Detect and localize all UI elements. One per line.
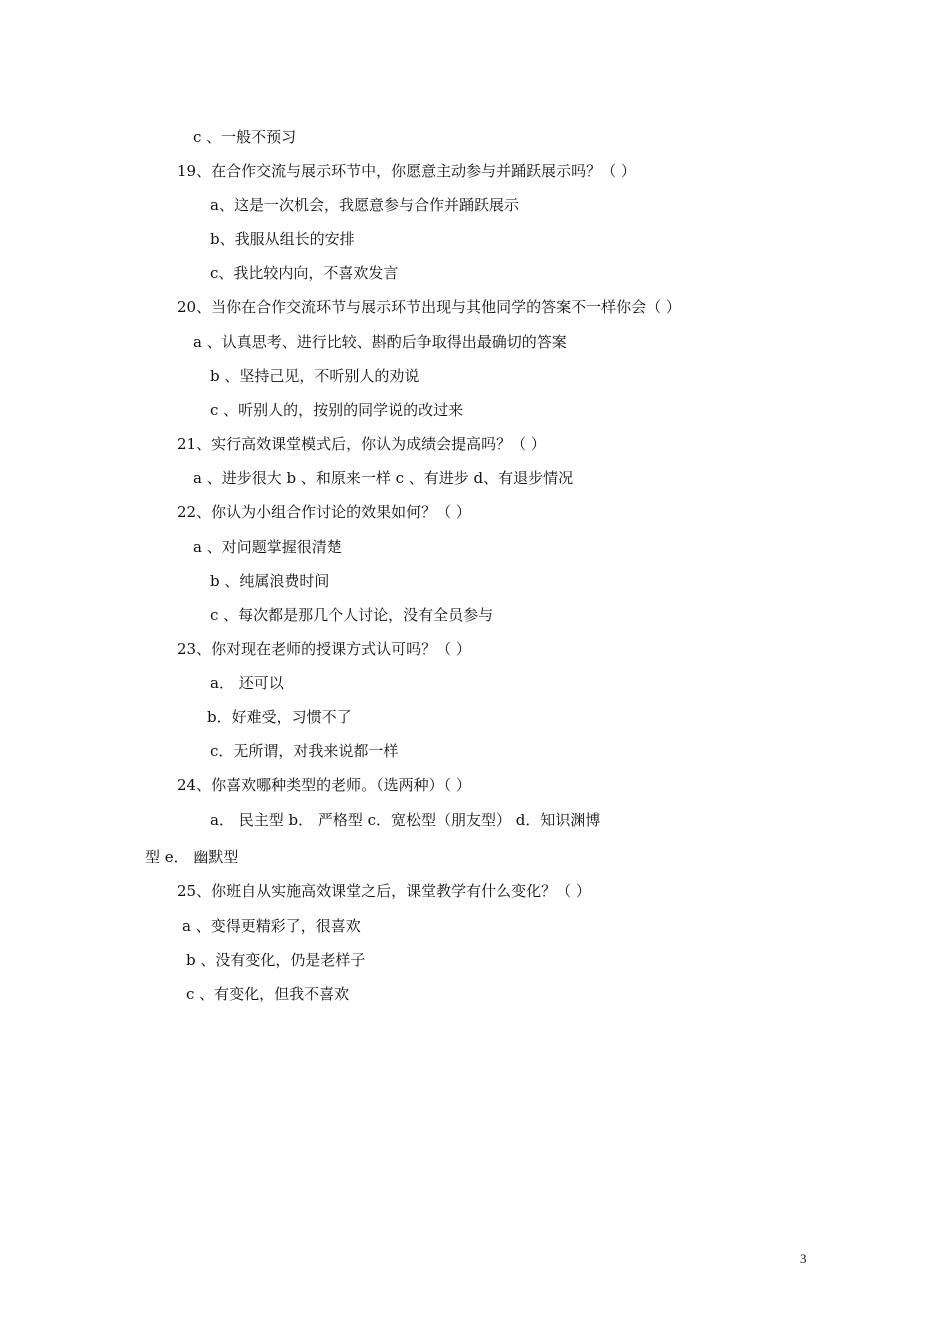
option-line: c、我比较内向，不喜欢发言 [210,264,399,282]
option-line: a 、对问题掌握很清楚 [193,538,342,556]
option-line: c 、一般不预习 [193,128,297,146]
option-line: a 、认真思考、进行比较、斟酌后争取得出最确切的答案 [193,333,567,351]
question-20: 20、当你在合作交流环节与展示环节出现与其他同学的答案不一样你会（ ） [177,298,681,316]
question-24: 24、你喜欢哪种类型的老师。（选两种）（ ） [177,776,471,794]
option-line: 型 e． 幽默型 [145,848,239,866]
option-line: a． 民主型 b． 严格型 c．宽松型（朋友型） d．知识渊博 [210,811,601,829]
option-line: c 、每次都是那几个人讨论，没有全员参与 [210,606,494,624]
option-line: a 、变得更精彩了，很喜欢 [182,917,361,935]
option-line: c 、有变化，但我不喜欢 [186,985,350,1003]
question-25: 25、你班自从实施高效课堂之后，课堂教学有什么变化？（ ） [177,882,591,900]
option-line: a． 还可以 [210,674,284,692]
option-line: a 、进步很大 b 、和原来一样 c 、有进步 d、有退步情况 [193,469,574,487]
page-number: 3 [800,1251,807,1266]
question-23: 23、你对现在老师的授课方式认可吗？（ ） [177,640,471,658]
option-line: c 、听别人的，按别的同学说的改过来 [210,401,464,419]
option-line: b、我服从组长的安排 [210,230,355,248]
option-line: b 、纯属浪费时间 [210,572,330,590]
question-21: 21、实行高效课堂模式后，你认为成绩会提高吗？（ ） [177,435,546,453]
option-line: a、这是一次机会，我愿意参与合作并踊跃展示 [210,196,519,214]
option-line: b．好难受，习惯不了 [207,708,352,726]
question-19: 19、在合作交流与展示环节中，你愿意主动参与并踊跃展示吗？（ ） [177,162,636,180]
option-line: c．无所谓，对我来说都一样 [210,742,399,760]
option-line: b 、坚持己见，不听别人的劝说 [210,367,420,385]
option-line: b 、没有变化，仍是老样子 [186,951,366,969]
question-22: 22、你认为小组合作讨论的效果如何？（ ） [177,503,471,521]
